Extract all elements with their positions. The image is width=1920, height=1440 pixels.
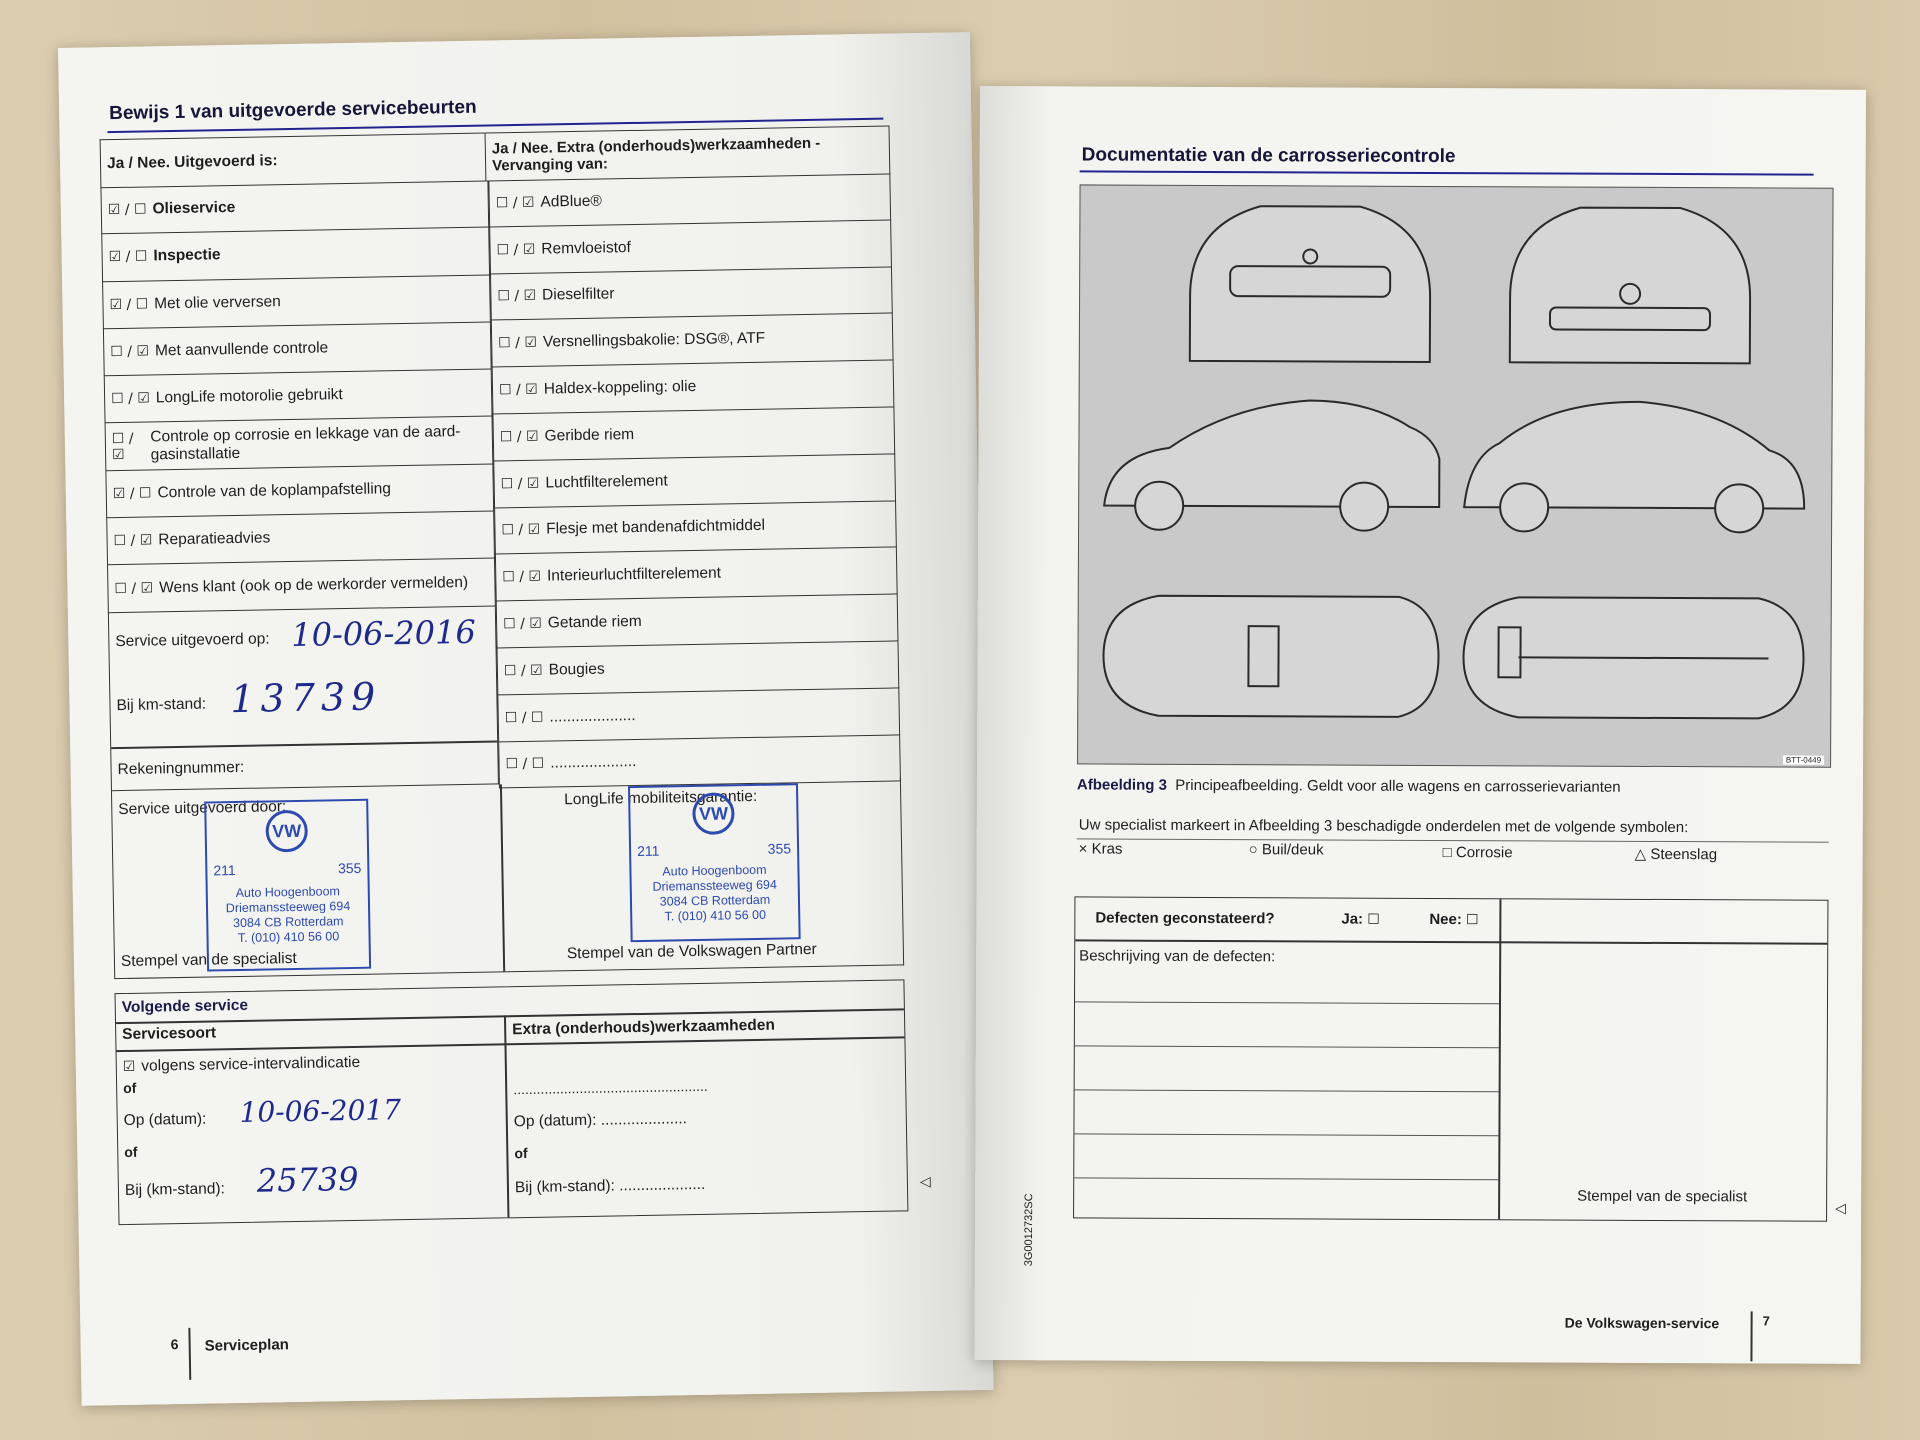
stamp-specialist-label: Stempel van de specialist xyxy=(120,949,297,971)
right-page-title: Documentatie van de carrosseriecontrole xyxy=(1081,144,1456,168)
extra-km-label: Bij (km-stand): .................... xyxy=(514,1175,706,1197)
interval-option[interactable]: ☑ volgens service-intervalindicatie xyxy=(122,1053,361,1076)
checklist-row xyxy=(495,548,898,602)
symbol-dent: ○ Buil/deuk xyxy=(1248,841,1324,859)
yes-no-checkbox[interactable]: ☐ / ☑ xyxy=(500,475,540,493)
title-rule xyxy=(1080,170,1814,175)
performed-by-label: Service uitgevoerd door: xyxy=(118,798,287,819)
checklist-row xyxy=(497,641,900,695)
dealer-stamp-specialist: VW 211 355 Auto Hoogenboom Driemanssteeweg 694 3084 CB Rotterdam T. (010) 410 56 00 xyxy=(204,799,371,972)
km-label: Bij km-stand: xyxy=(116,695,207,715)
yes-no-checkbox[interactable]: ☐ / ☑ xyxy=(111,390,150,408)
left-page-title: Bewijs 1 van uitgevoerde servicebeurten xyxy=(108,96,477,125)
right-item-list xyxy=(488,173,901,788)
yes-no-checkbox[interactable]: ☐ / ☑ xyxy=(497,288,537,305)
extra-dots: .................................................. xyxy=(513,1077,708,1098)
no-checkbox[interactable]: ☐ xyxy=(1466,912,1479,929)
left-item-list xyxy=(100,181,495,613)
checklist-row xyxy=(104,370,493,424)
checklist-row xyxy=(488,173,891,227)
checklist-label: Wens klant (ook op de werkorder vermelden) xyxy=(158,573,469,596)
car-outline-drawings xyxy=(1078,185,1833,766)
yes-no-checkbox[interactable]: ☐ / ☑ xyxy=(113,532,153,550)
km-handwritten: 13739 xyxy=(230,674,382,722)
or-label: of xyxy=(123,1079,137,1097)
checklist-label: Controle van de koplampafstelling xyxy=(157,480,392,502)
car-diagram xyxy=(1077,184,1834,767)
checklist-label: Versnellingsbakolie: DSG®, ATF xyxy=(542,329,766,351)
checklist-label: Remvloeistof xyxy=(541,238,632,258)
symbol-stone-chip: △ Steenslag xyxy=(1634,845,1718,864)
yes-no-checkbox[interactable]: ☐ / ☑ xyxy=(499,428,539,446)
page-number-right: 7 xyxy=(1762,1313,1770,1329)
checklist-label: Interieurluchtfilterelement xyxy=(546,564,722,585)
defects-no-option[interactable]: Nee: ☐ xyxy=(1429,910,1479,929)
account-label: Rekeningnummer: xyxy=(117,758,245,779)
next-km-handwritten: 25739 xyxy=(256,1159,359,1200)
yes-no-checkbox[interactable]: ☐ / ☑ xyxy=(114,579,154,597)
yes-no-checkbox[interactable]: ☐ / ☑ xyxy=(496,241,536,259)
yes-no-checkbox[interactable]: ☑ / ☐ xyxy=(109,296,149,313)
service-type-label: Servicesoort xyxy=(122,1024,217,1044)
checklist-row xyxy=(105,417,494,471)
checklist-label: Dieselfilter xyxy=(541,285,615,305)
symbol-corrosion: □ Corrosie xyxy=(1442,844,1513,862)
vw-logo-icon: VW xyxy=(692,792,735,835)
checklist-row xyxy=(493,454,896,508)
yes-checkbox[interactable]: ☐ xyxy=(1367,911,1380,928)
yes-no-checkbox[interactable]: ☐ / ☑ xyxy=(111,430,134,463)
stamp-row xyxy=(111,777,904,979)
checklist-label: LongLife motorolie gebruikt xyxy=(155,386,343,407)
yes-no-checkbox[interactable]: ☐ / ☑ xyxy=(503,662,543,680)
yes-no-checkbox[interactable]: ☐ / ☑ xyxy=(502,568,542,586)
checklist-label: Reparatieadvies xyxy=(158,529,271,549)
checklist-row xyxy=(496,595,899,649)
mobility-label: LongLife mobiliteitsgarantie: xyxy=(564,787,758,809)
checklist-label: Getande riem xyxy=(547,612,642,632)
footer-left: Serviceplan xyxy=(204,1336,290,1355)
checklist-label: Inspectie xyxy=(153,246,221,265)
next-service-title: Volgende service xyxy=(121,996,249,1017)
checklist-label: Olieservice xyxy=(152,199,236,218)
checklist-row xyxy=(105,464,494,518)
checklist-label: Met olie verversen xyxy=(154,292,281,313)
yes-no-checkbox[interactable]: ☐ / ☐ xyxy=(504,709,544,726)
service-date-handwritten: 10-06-2016 xyxy=(290,612,477,655)
or-label: of xyxy=(124,1143,138,1161)
stamp-specialist-label: Stempel van de specialist xyxy=(1577,1187,1748,1206)
checklist-row xyxy=(106,512,495,566)
next-date-label: Op (datum): xyxy=(123,1110,207,1130)
checklist-row xyxy=(491,314,894,368)
continue-arrow-icon: ◁ xyxy=(1835,1199,1846,1216)
checklist-row xyxy=(489,220,892,274)
checklist-row xyxy=(107,559,496,613)
checklist-row xyxy=(492,407,895,461)
next-date-handwritten: 10-06-2017 xyxy=(239,1093,402,1129)
figure-caption: Afbeelding 3 Principeafbeelding. Geldt voor alle wagens en carrosserievarianten xyxy=(1076,776,1621,796)
extra-work-label: Extra (onderhouds)werkzaamheden xyxy=(512,1016,776,1039)
checklist-row xyxy=(102,275,491,329)
checklist-row xyxy=(492,361,895,415)
symbol-instruction: Uw specialist markeert in Afbeelding 3 beschadigde onderdelen met de volgende symbolen: xyxy=(1078,816,1689,837)
yes-no-checkbox[interactable]: ☑ / ☐ xyxy=(112,485,152,503)
symbol-scratch: × Kras xyxy=(1078,840,1123,858)
yes-no-checkbox[interactable]: ☑ / ☐ xyxy=(108,248,148,266)
defects-question: Defecten geconstateerd? xyxy=(1095,909,1275,928)
checklist-label: AdBlue® xyxy=(540,192,603,211)
checklist-row xyxy=(103,322,492,376)
yes-no-checkbox[interactable]: ☐ / ☑ xyxy=(495,194,535,212)
defects-box xyxy=(1073,896,1828,1221)
checklist-label: .................... xyxy=(549,706,636,726)
checklist-row xyxy=(490,267,893,321)
checklist-row xyxy=(497,688,900,742)
yes-no-checkbox[interactable]: ☐ / ☑ xyxy=(501,522,541,539)
footer-right: De Volkswagen-service xyxy=(1564,1314,1720,1332)
stamp-partner-label: Stempel van de Volkswagen Partner xyxy=(566,940,817,963)
interval-checkbox[interactable]: ☑ xyxy=(122,1058,136,1076)
yes-no-checkbox[interactable]: ☐ / ☑ xyxy=(502,615,542,633)
checklist-label: Luchtfilterelement xyxy=(545,472,668,492)
checklist-label: Flesje met bandenafdichtmiddel xyxy=(546,517,766,539)
defects-description-label: Beschrijving van de defecten: xyxy=(1079,947,1276,966)
checklist-label: Bougies xyxy=(548,660,605,679)
defects-yes-option[interactable]: Ja: ☐ xyxy=(1341,910,1380,928)
next-service-box xyxy=(115,979,909,1225)
or-label: of xyxy=(514,1144,528,1162)
checklist-row xyxy=(100,181,489,235)
extra-date-label: Op (datum): .................... xyxy=(513,1110,688,1131)
document-code: 3G0012732SC xyxy=(1022,1193,1036,1267)
service-date-label: Service uitgevoerd op: xyxy=(115,630,270,651)
yes-no-checkbox[interactable]: ☐ / ☑ xyxy=(110,343,150,361)
checklist-label: Controle op corrosie en lekkage van de aard-gasinstallatie xyxy=(150,422,461,464)
next-km-label: Bij (km-stand): xyxy=(124,1180,225,1200)
checklist-label: Met aanvullende controle xyxy=(154,339,329,360)
page-number-left: 6 xyxy=(170,1336,179,1353)
yes-no-checkbox[interactable]: ☐ / ☑ xyxy=(498,334,538,352)
right-page xyxy=(974,86,1866,1364)
left-page xyxy=(58,32,994,1406)
continue-arrow-icon: ◁ xyxy=(919,1172,931,1190)
col-left-header: Ja / Nee. Uitgevoerd is: xyxy=(100,133,486,188)
yes-no-checkbox[interactable]: ☐ / ☐ xyxy=(505,756,545,773)
checklist-row xyxy=(101,228,490,282)
checklist-row xyxy=(494,501,897,555)
checklist-label: .................... xyxy=(550,753,637,772)
dealer-stamp-partner: VW 211 355 Auto Hoogenboom Driemanssteeweg 694 3084 CB Rotterdam T. (010) 410 56 00 xyxy=(628,783,801,942)
yes-no-checkbox[interactable]: ☐ / ☑ xyxy=(498,381,538,399)
figure-code: BTT-0449 xyxy=(1783,756,1824,765)
service-details-cell xyxy=(108,606,499,791)
checklist-label: Haldex-koppeling: olie xyxy=(543,377,697,398)
col-right-header: Ja / Nee. Extra (onderhouds)werkzaamheden - Vervanging van: xyxy=(485,126,890,181)
yes-no-checkbox[interactable]: ☑ / ☐ xyxy=(107,201,147,219)
vw-logo-icon: VW xyxy=(265,810,308,853)
checklist-label: Geribde riem xyxy=(544,425,635,445)
